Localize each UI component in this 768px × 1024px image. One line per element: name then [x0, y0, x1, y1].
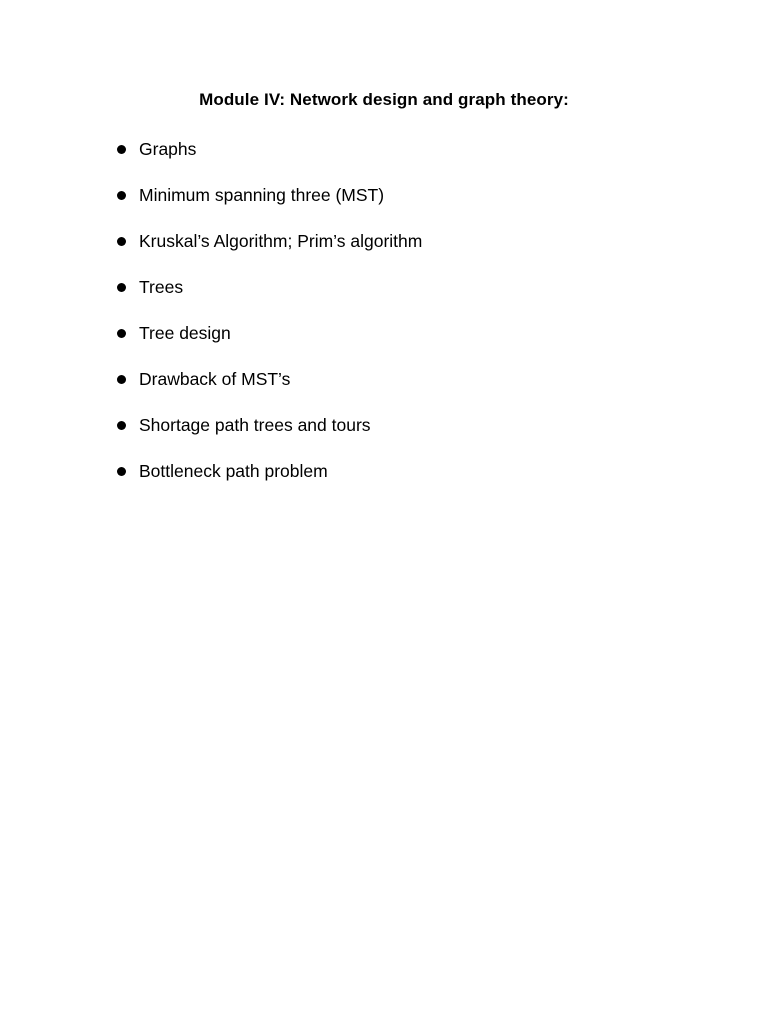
list-item — [116, 459, 422, 505]
list-item — [116, 183, 422, 229]
list-item-text: Bottleneck path problem — [139, 461, 328, 481]
list-item — [116, 275, 422, 321]
list-item-text: Trees — [139, 277, 184, 297]
bullet-icon — [117, 467, 126, 476]
topic-list — [116, 137, 422, 505]
bullet-icon — [117, 421, 126, 430]
list-item-text: Shortage path trees and tours — [139, 415, 371, 435]
list-item-text: Drawback of MST’s — [139, 369, 291, 389]
page-title: Module IV: Network design and graph theory: — [199, 90, 569, 109]
bullet-icon — [117, 145, 126, 154]
bullet-icon — [117, 283, 126, 292]
list-item — [116, 367, 422, 413]
list-item-text: Graphs — [139, 139, 197, 159]
bullet-icon — [117, 329, 126, 338]
list-item — [116, 413, 422, 459]
list-item — [116, 137, 422, 183]
list-item-text: Tree design — [139, 323, 231, 343]
list-item-text: Minimum spanning three (MST) — [139, 185, 385, 205]
bullet-icon — [117, 375, 126, 384]
bullet-icon — [117, 191, 126, 200]
list-item-text: Kruskal’s Algorithm; Prim’s algorithm — [139, 231, 423, 251]
list-item — [116, 229, 422, 275]
bullet-icon — [117, 237, 126, 246]
list-item — [116, 321, 422, 367]
